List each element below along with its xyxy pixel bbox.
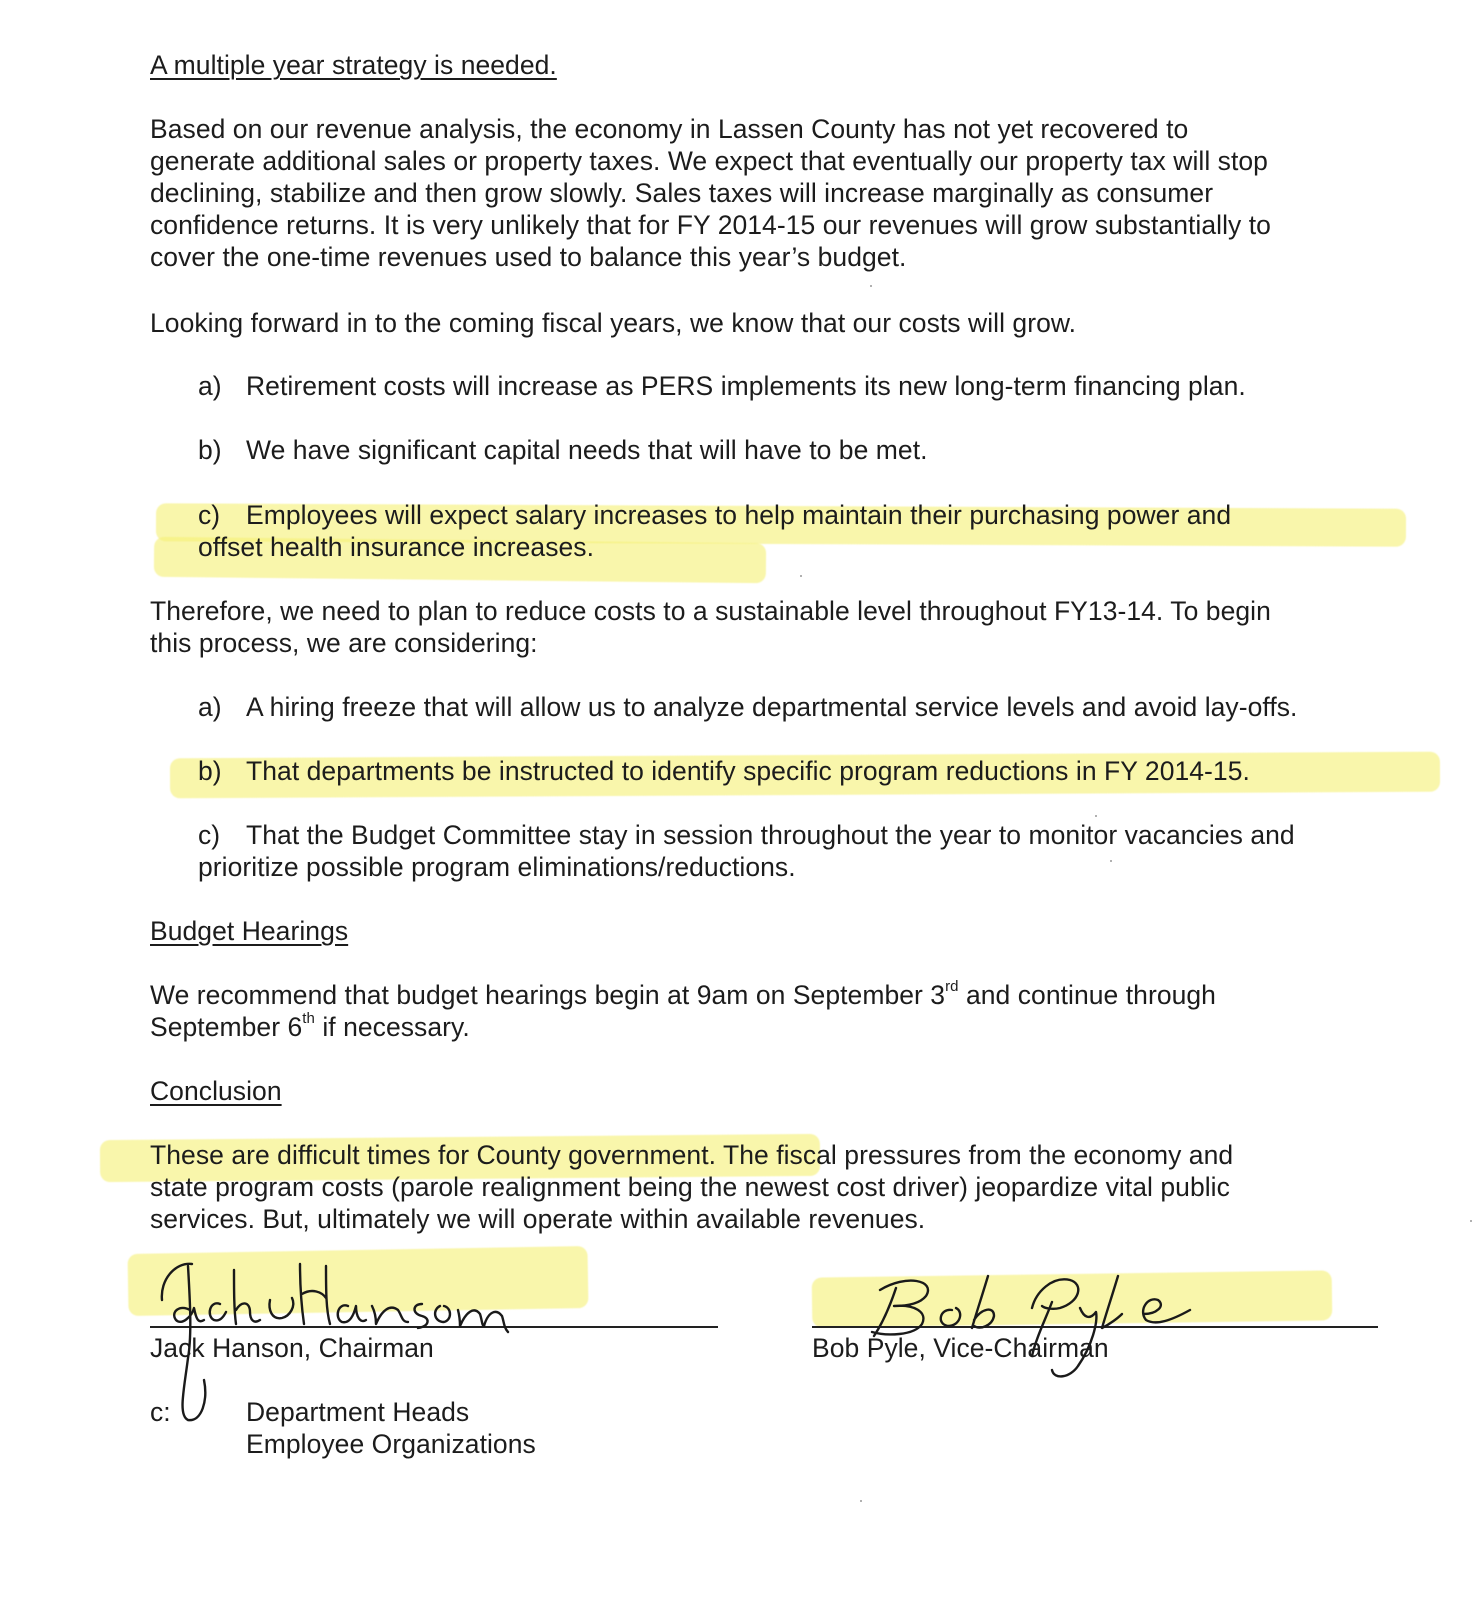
conclusion-line: state program costs (parole realignment being the newest cost driver) jeopardize vital public: [150, 1172, 1230, 1202]
signatory-right-name: Bob Pyle, Vice-Chairman: [812, 1333, 1109, 1363]
list-marker: a): [198, 692, 222, 722]
hearings-text: if necessary.: [314, 1012, 470, 1042]
cc-recipient: Department Heads: [246, 1397, 470, 1427]
list-item-text: offset health insurance increases.: [198, 532, 595, 562]
heading-conclusion: Conclusion: [150, 1076, 282, 1106]
ordinal-suffix: th: [302, 1010, 315, 1027]
list-item-text: A hiring freeze that will allow us to analyze departmental service levels and avoid lay-offs.: [246, 692, 1298, 722]
list-marker: b): [198, 756, 222, 786]
scan-speck: [870, 285, 872, 287]
cc-recipient: Employee Organizations: [246, 1429, 536, 1459]
list-item-text: Retirement costs will increase as PERS implements its new long-term financing plan.: [246, 371, 1246, 401]
hearings-text: and continue through: [958, 980, 1216, 1010]
heading-budget-hearings: Budget Hearings: [150, 916, 349, 946]
para1-line: generate additional sales or property taxes. We expect that eventually our property tax will stop: [150, 146, 1268, 176]
list-marker: c): [198, 820, 221, 850]
para1-line: Based on our revenue analysis, the economy in Lassen County has not yet recovered to: [150, 114, 1189, 144]
list-item-text: That departments be instructed to identify specific program reductions in FY 2014-15.: [246, 756, 1250, 786]
heading-strategy: A multiple year strategy is needed.: [150, 50, 557, 80]
conclusion-line: services. But, ultimately we will operate within available revenues.: [150, 1204, 926, 1234]
hearings-text: We recommend that budget hearings begin at 9am on September 3: [150, 980, 946, 1010]
cc-label: c:: [150, 1397, 171, 1427]
list-item-text: That the Budget Committee stay in session throughout the year to monitor vacancies and: [246, 820, 1295, 850]
list-item-text: prioritize possible program eliminations/reductions.: [198, 852, 796, 882]
scan-speck: [860, 1500, 862, 1502]
para1-line: declining, stabilize and then grow slowly. Sales taxes will increase marginally as consumer: [150, 178, 1214, 208]
para2: Looking forward in to the coming fiscal years, we know that our costs will grow.: [150, 308, 1077, 338]
scan-speck: [1110, 860, 1112, 862]
list-item-text: We have significant capital needs that will have to be met.: [246, 435, 928, 465]
scan-speck: [800, 575, 802, 577]
signatory-left-name: Jack Hanson, Chairman: [150, 1333, 434, 1363]
hearings-line-2: [150, 1011, 470, 1044]
ordinal-suffix: rd: [945, 978, 959, 995]
scan-speck: [1470, 1220, 1472, 1222]
hearings-text: September 6: [150, 1012, 303, 1042]
hearings-line-1: [150, 979, 1216, 1012]
list-marker: c): [198, 500, 221, 530]
conclusion-line: These are difficult times for County government. The fiscal pressures from the economy and: [150, 1140, 1234, 1170]
para3-line: Therefore, we need to plan to reduce costs to a sustainable level throughout FY13-14. To begin: [150, 596, 1271, 626]
list-item-text: Employees will expect salary increases to help maintain their purchasing power and: [246, 500, 1232, 530]
scan-speck: [1095, 815, 1097, 817]
para3-line: this process, we are considering:: [150, 628, 538, 658]
list-marker: a): [198, 371, 222, 401]
list-marker: b): [198, 435, 222, 465]
para1-line: cover the one-time revenues used to balance this year’s budget.: [150, 242, 907, 272]
para1-line: confidence returns. It is very unlikely that for FY 2014-15 our revenues will grow substantially to: [150, 210, 1271, 240]
